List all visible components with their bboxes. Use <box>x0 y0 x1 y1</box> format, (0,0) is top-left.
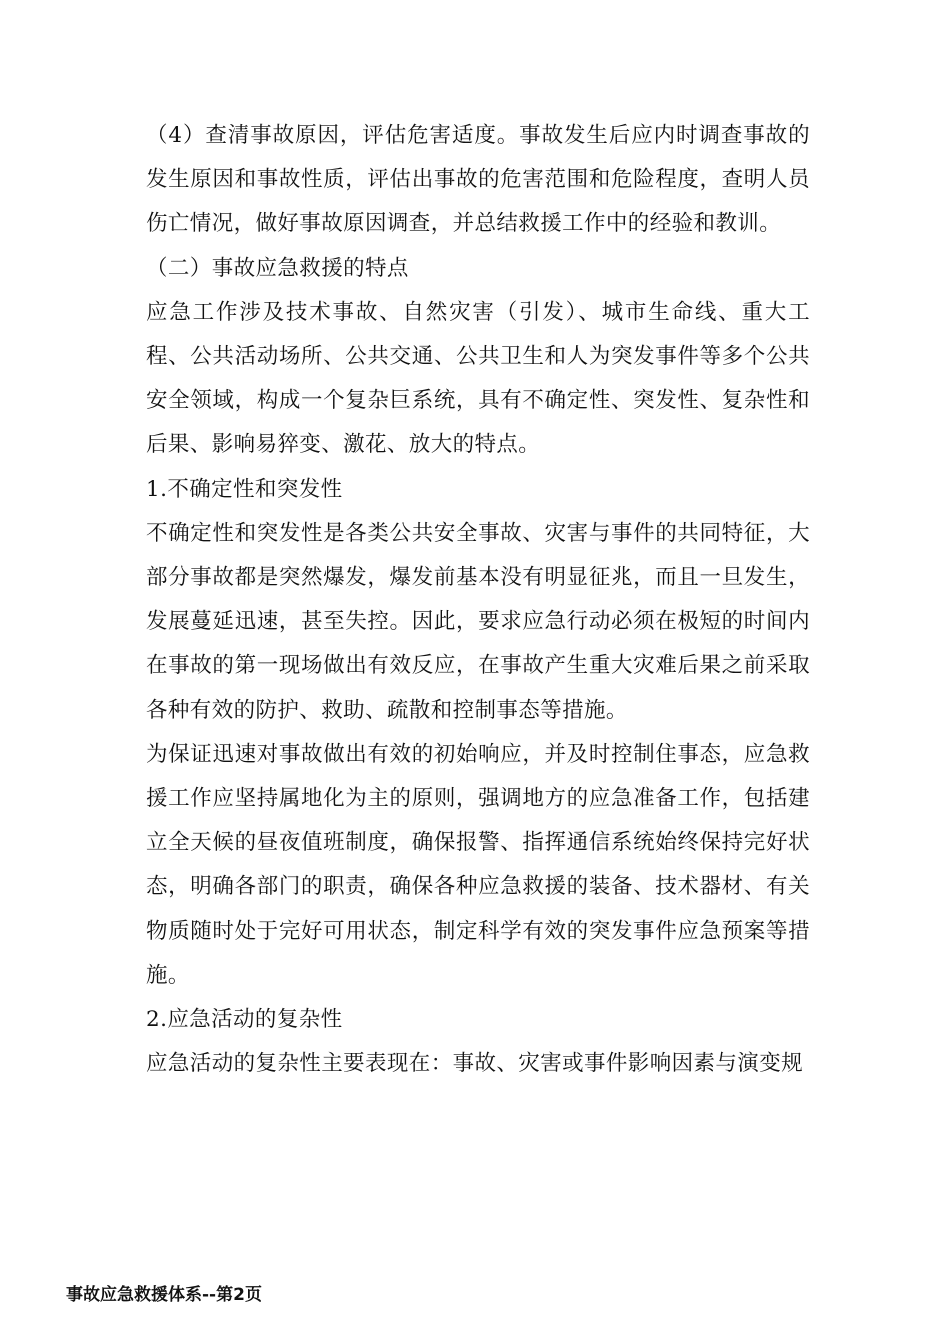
subheading-complexity: 2.应急活动的复杂性 <box>146 1007 343 1033</box>
paragraph-finding-cause: （4）查清事故原因，评估危害适度。事故发生后应内时调查事故的发生原因和事故性质，评估出事故的危害范围和危险程度，查明人员伤亡情况，做好事故原因调查，并总结救援工作中的经验和教训。 <box>146 123 810 237</box>
subheading-uncertainty: 1.不确定性和突发性 <box>146 476 343 502</box>
paragraph-uncertainty: 不确定性和突发性是各类公共安全事故、灾害与事件的共同特征，大部分事故都是突然爆发，爆发前基本没有明显征兆，而且一旦发生，发展蔓延迅速，甚至失控。因此，要求应急行动必须在极短的时间内在事故的第一现场做出有效反应，在事故产生重大灾难后果之前采取各种有效的防护、救助、疏散和控制事态等措施。 <box>146 520 810 723</box>
section-heading-characteristics: （二）事故应急救援的特点 <box>146 255 409 281</box>
document-body <box>146 114 810 1086</box>
paragraph-overview: 应急工作涉及技术事故、自然灾害（引发）、城市生命线、重大工程、公共活动场所、公共交通、公共卫生和人为突发事件等多个公共安全领域，构成一个复杂巨系统，具有不确定性、突发性、复杂性和后果、影响易猝变、激花、放大的特点。 <box>146 299 810 458</box>
paragraph-complexity: 应急活动的复杂性主要表现在：事故、灾害或事件影响因素与演变规 <box>146 1051 804 1077</box>
page-footer: 事故应急救援体系--第2页 <box>66 1285 262 1305</box>
paragraph-initial-response: 为保证迅速对事故做出有效的初始响应，并及时控制住事态，应急救援工作应坚持属地化为主的原则，强调地方的应急准备工作，包括建立全天候的昼夜值班制度，确保报警、指挥通信系统始终保持完好状态，明确各部门的职责，确保各种应急救援的装备、技术器材、有关物质随时处于完好可用状态，制定科学有效的突发事件应急预案等措施。 <box>146 741 810 988</box>
